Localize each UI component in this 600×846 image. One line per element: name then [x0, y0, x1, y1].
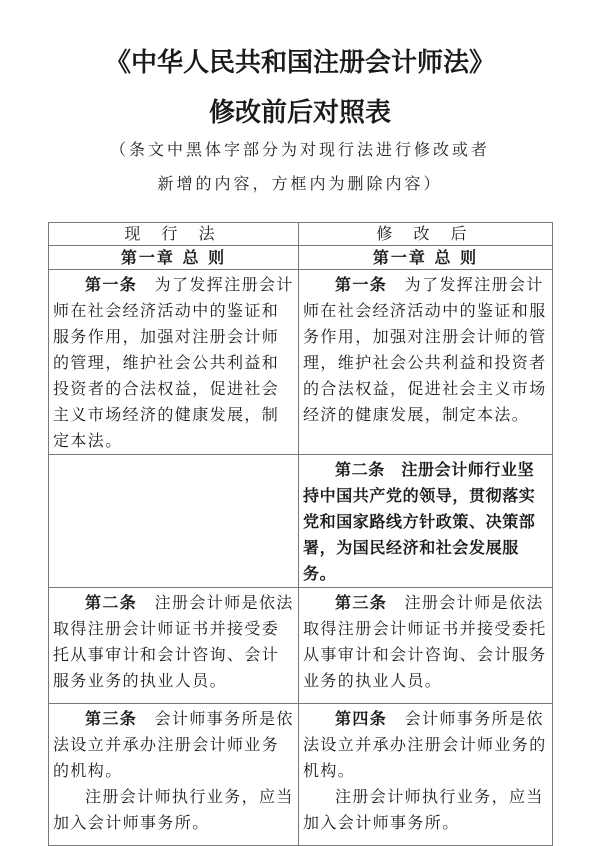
table-row: [49, 588, 553, 704]
article-revised: [299, 588, 553, 704]
article-number: 第三条: [335, 593, 388, 612]
article-text: 注册会计师是依法取得注册会计师证书并接受委托从事审计和会计咨询、会计服务业务的执业人员。: [53, 593, 294, 690]
article-number: 第一条: [335, 275, 388, 294]
article-number: 第三条: [85, 709, 138, 728]
article-paragraph-2: 注册会计师执行业务，应当加入会计师事务所。: [303, 787, 544, 832]
document-subtitle: 修改前后对照表: [208, 98, 391, 128]
table-row: [49, 455, 553, 588]
chapter-revised: 第一章 总 则: [299, 246, 553, 270]
header-revised-law: 修 改 后: [299, 223, 553, 246]
article-current: [49, 588, 299, 704]
chapter-row: [49, 246, 553, 270]
document-title: 《中华人民共和国注册会计师法》: [104, 48, 495, 78]
comparison-table: [48, 222, 553, 846]
article-revised-new: [299, 455, 553, 588]
article-text: 为了发挥注册会计师在社会经济活动中的鉴证和服务作用，加强对注册会计师的管理，维护社会公共利益和投资者的合法权益，促进社会主义市场经济的健康发展，制定本法。: [303, 275, 547, 424]
article-current: [49, 270, 299, 455]
article-number: 第四条: [335, 709, 388, 728]
chapter-current: 第一章 总 则: [49, 246, 299, 270]
table-row: [49, 270, 553, 455]
article-current-empty: [49, 455, 299, 588]
note-line-1: （条文中黑体字部分为对现行法进行修改或者: [109, 140, 490, 159]
article-revised: [299, 704, 553, 846]
article-paragraph-2: 注册会计师执行业务，应当加入会计师事务所。: [53, 787, 294, 832]
table-row: [49, 704, 553, 846]
header-row: [49, 223, 553, 246]
article-number: 第二条: [85, 593, 138, 612]
article-text: 为了发挥注册会计师在社会经济活动中的鉴证和服务作用，加强对注册会计师的管理，维护社会公共利益和投资者的合法权益，促进社会主义市场经济的健康发展，制定本法。: [53, 275, 294, 450]
article-text: 会计师事务所是依法设立并承办注册会计师业务的机构。: [303, 709, 547, 780]
article-current: [49, 704, 299, 846]
article-text: 注册会计师是依法取得注册会计师证书并接受委托从事审计和会计咨询、会计服务业务的执业人员。: [303, 593, 547, 690]
article-number: 第一条: [85, 275, 138, 294]
article-text-new: 第二条 注册会计师行业坚持中国共产党的领导，贯彻落实党和国家路线方针政策、决策部署，为国民经济和社会发展服务。: [303, 460, 536, 583]
note-line-2: 新增的内容，方框内为删除内容）: [157, 174, 443, 193]
header-current-law: 现 行 法: [49, 223, 299, 246]
article-text: 会计师事务所是依法设立并承办注册会计师业务的机构。: [53, 709, 294, 780]
article-revised: [299, 270, 553, 455]
